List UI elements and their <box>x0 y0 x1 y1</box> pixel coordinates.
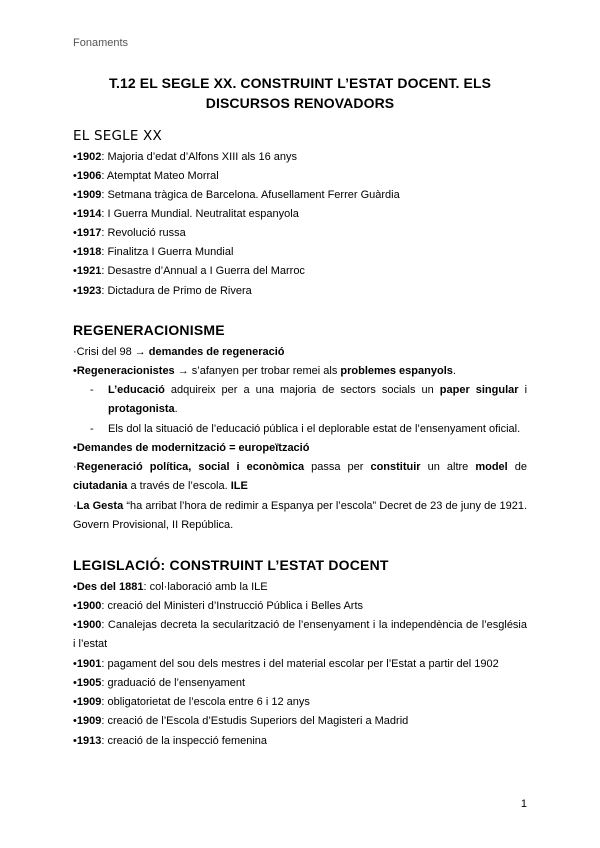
legislation-item: •1909: creació de l’Escola d’Estudis Superiors del Magisteri a Madrid <box>73 715 409 727</box>
legislation-item: •1900: creació del Ministeri d’Instrucció Pública i Belles Arts <box>73 600 364 612</box>
legislation-item: •1901: pagament del sou dels mestres i del material escolar per l’Estat a partir del 1902 <box>73 658 499 670</box>
legislation-item: •1909: obligatorietat de l’escola entre 6 i 12 anys <box>73 696 310 708</box>
legislation-item: •Des del 1881: col·laboració amb la ILE <box>73 581 268 593</box>
timeline-item: •1906: Atemptat Mateo Morral <box>73 170 219 182</box>
title-line-1: T.12 EL SEGLE XX. CONSTRUINT L’ESTAT DOCENT. ELS <box>108 75 492 91</box>
paragraph-crisi: ·Crisi del 98 → demandes de regeneració <box>73 346 285 358</box>
legislation-item: •1905: graduació de l’ensenyament <box>73 677 246 689</box>
section-heading-segle-xx: EL SEGLE XX <box>73 128 162 144</box>
timeline-item: •1909: Setmana tràgica de Barcelona. Afusellament Ferrer Guàrdia <box>73 189 400 201</box>
paragraph-regeneracio-politica: ·Regeneració política, social i econòmica passa per constituir un altre model de ciutadania a través de l’escola. ILE <box>73 461 528 492</box>
timeline-item: •1902: Majoria d’edat d’Alfons XIII als 16 anys <box>73 151 298 163</box>
document-title <box>73 73 527 113</box>
subitem-educacio: - L’educació adquireix per a una majoria de sectors socials un paper singular i protagonista. <box>90 384 528 415</box>
section-heading-legislacio: LEGISLACIÓ: CONSTRUINT L’ESTAT DOCENT <box>73 557 389 573</box>
paragraph-modernitzacio: •Demandes de modernització = europeïtzació <box>73 442 310 454</box>
page-header: Fonaments <box>73 37 129 49</box>
subitem-situacio: - Els dol la situació de l’educació pública i el deplorable estat de l’ensenyament oficial. <box>90 423 521 435</box>
title-line-2: DISCURSOS RENOVADORS <box>205 95 395 111</box>
paragraph-regeneracionistes: •Regeneracionistes → s’afanyen per trobar remei als problemes espanyols. <box>73 365 456 377</box>
timeline-item: •1914: I Guerra Mundial. Neutralitat espanyola <box>73 208 299 220</box>
legislation-item: •1900: Canalejas decreta la secularització de l’ensenyament i la independència de l’església i l’estat <box>73 619 527 650</box>
section-heading-regeneracionisme: REGENERACIONISME <box>73 322 225 338</box>
timeline-item: •1921: Desastre d’Annual a I Guerra del Marroc <box>73 265 305 277</box>
timeline-item: •1917: Revolució russa <box>73 227 186 239</box>
timeline-item: •1918: Finalitza I Guerra Mundial <box>73 246 234 258</box>
paragraph-la-gesta: ·La Gesta “ha arribat l’hora de redimir a Espanya per l’escola” Decret de 23 de juny de 1921. Govern Provisional, II República. <box>73 500 528 531</box>
legislation-item: •1913: creació de la inspecció femenina <box>73 735 268 747</box>
page-number: 1 <box>520 798 527 810</box>
timeline-item: •1923: Dictadura de Primo de Rivera <box>73 285 252 297</box>
